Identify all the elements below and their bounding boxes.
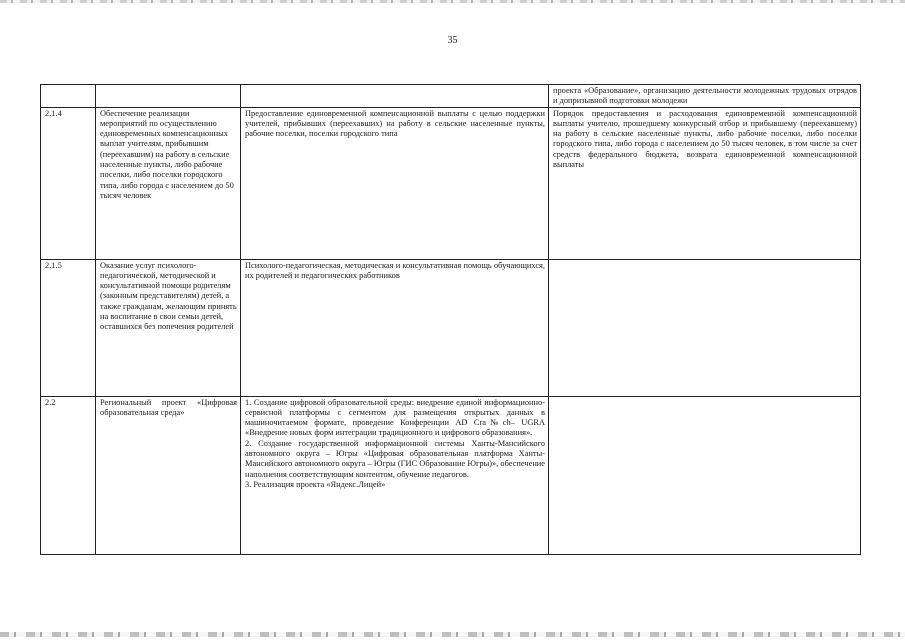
cell-name: Оказание услуг психолого-педагогической, методической и консультативной помощи родителям (законным представителям) детей, а также гражданам, желающим принять на воспитание в свои семьи детей, оставшихся без попечения родителей <box>96 259 241 396</box>
cell-number: 2.1.5 <box>41 259 96 396</box>
cell-number: 2.1.4 <box>41 107 96 259</box>
cell-description: проекта «Образование», организацию деятельности молодежных трудовых отрядов и допризывной подготовки молодежи <box>549 85 861 108</box>
table-row-continuation <box>41 85 861 108</box>
table-row <box>41 107 861 259</box>
cell-name <box>96 85 241 108</box>
content-item: 2. Создание государственной информационной системы Ханты-Мансийского автономного округа – Югры «Цифровая образовательная платформа Ханты-Мансийского автономного округа – Югры (ГИС Образование Югры)», обеспечение наполнения соответствующим контентом, обучение педагогов. <box>245 438 545 479</box>
cell-number: 2.2 <box>41 396 96 554</box>
page-number: 35 <box>447 35 458 46</box>
content-item: 1. Создание цифровой образовательной среды: внедрение единой информационно-сервисной платформы с сегментом для размещения открытых данных в машиночитаемом формате, проведение Конференции AD Cra№ch– UGRA «Внедрение новых форм интеграции традиционного и цифрового образования». <box>245 397 545 438</box>
table-row <box>41 396 861 554</box>
cell-content <box>241 396 549 554</box>
table-row <box>41 259 861 396</box>
cell-description <box>549 396 861 554</box>
scan-edge-top <box>0 0 905 3</box>
cell-content <box>241 85 549 108</box>
cell-description <box>549 259 861 396</box>
content-item: 3. Реализация проекта «Яндекс.Лицей» <box>245 479 386 489</box>
cell-name: Обеспечение реализации мероприятий по осуществлению единовременных компенсационных выплат учителям, прибывшим (переехавшим) на работу в сельские населенные пункты, либо рабочие поселки, либо поселки городского типа, либо города с населением до 50 тысяч человек <box>96 107 241 259</box>
cell-number <box>41 85 96 108</box>
cell-content: Предоставление единовременной компенсационной выплаты с целью поддержки учителей, прибывших (переехавших) на работу в сельские населенные пункты, рабочие поселки, поселки городского типа <box>241 107 549 259</box>
scan-edge-bottom <box>0 632 905 637</box>
cell-description: Порядок предоставления и расходования единовременной компенсационной выплаты учителю, прошедшему конкурсный отбор и прибывшему (переехавшему) на работу в сельские населенные пункты, либо рабочие поселки, либо поселки городского типа, либо города с населением до 50 тысяч человек, в том числе за счет средств федерального бюджета, возврата единовременной компенсационной выплаты <box>549 107 861 259</box>
cell-name: Региональный проект «Цифровая образовательная среда» <box>96 396 241 554</box>
measures-table <box>40 84 861 555</box>
cell-content: Психолого-педагогическая, методическая и консультативная помощь обучающихся, их родителей и педагогических работников <box>241 259 549 396</box>
